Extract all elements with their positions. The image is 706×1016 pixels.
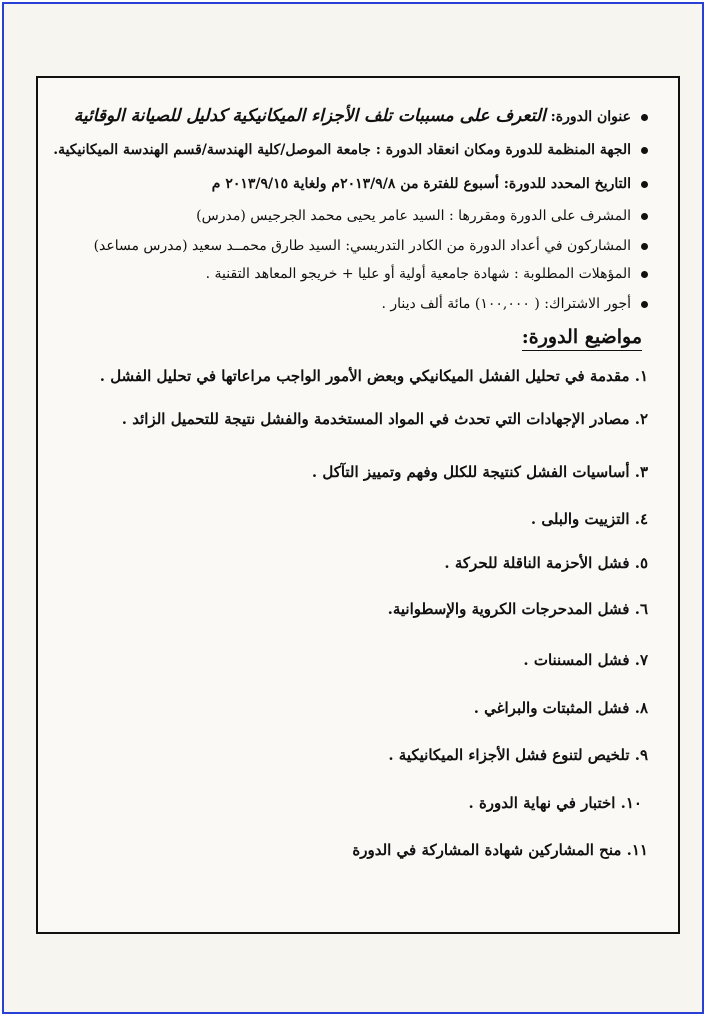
- bullet-icon: [641, 213, 648, 220]
- topic-item: ٨. فشل المثبتات والبراغي .: [473, 699, 648, 717]
- topics-heading: مواضيع الدورة:: [522, 326, 642, 351]
- qualifications-line: [206, 266, 648, 282]
- bullet-icon: [641, 271, 648, 278]
- course-title: التعرف على مسببات تلف الأجزاء الميكانيكية كدليل للصيانة الوقائية: [73, 106, 546, 126]
- topic-item: ١١. منح المشاركين شهادة المشاركة في الدورة: [352, 841, 648, 859]
- topic-item: ٤. التزييت والبلى .: [530, 510, 648, 528]
- bullet-icon: [641, 114, 648, 121]
- date-line: [212, 176, 648, 192]
- participants-line: [94, 238, 648, 254]
- scanned-page: [2, 2, 704, 1014]
- supervisor-line: [196, 208, 648, 224]
- topic-item: ٦. فشل المدحرجات الكروية والإسطوانية.: [387, 600, 648, 618]
- organizer-line: [53, 142, 648, 158]
- bullet-icon: [641, 301, 648, 308]
- info-value: أسبوع للفترة من ٢٠١٣/٩/٨م ولغاية ٢٠١٣/٩/١٥ م: [211, 176, 499, 192]
- info-label: التاريخ المحدد للدورة:: [498, 176, 631, 192]
- info-value: ( ١٠٠,٠٠٠) مائة ألف دينار .: [381, 296, 540, 312]
- info-label: عنوان الدورة:: [545, 109, 631, 125]
- topic-item: ٥. فشل الأحزمة الناقلة للحركة .: [444, 554, 648, 572]
- topic-item: ٢. مصادر الإجهادات التي تحدث في المواد المستخدمة والفشل نتيجة للتحميل الزائد .: [121, 410, 648, 428]
- content-box: [36, 76, 680, 934]
- info-value: السيد طارق محمــد سعيد (مدرس مساعد): [93, 238, 341, 254]
- info-value: جامعة الموصل/كلية الهندسة/قسم الهندسة الميكانيكية.: [53, 142, 371, 158]
- bullet-icon: [641, 147, 648, 154]
- topic-item: ٣. أساسيات الفشل كنتيجة للكلل وفهم وتمييز التآكل .: [311, 463, 648, 481]
- info-label: الجهة المنظمة للدورة ومكان انعقاد الدورة :: [370, 142, 631, 158]
- info-label: المشاركون في أعداد الدورة من الكادر التدريسي:: [340, 238, 631, 254]
- topic-item: ٩. تلخيص لتنوع فشل الأجزاء الميكانيكية .: [388, 746, 648, 764]
- info-value: شهادة جامعية أولية أو عليا + خريجو المعاهد التقنية .: [205, 266, 510, 282]
- course-title-line: [74, 106, 648, 126]
- info-label: أجور الاشتراك:: [539, 296, 631, 312]
- info-label: المشرف على الدورة ومقررها :: [444, 208, 631, 224]
- fees-line: [381, 296, 648, 312]
- bullet-icon: [641, 243, 648, 250]
- topic-item: ١. مقدمة في تحليل الفشل الميكانيكي وبعض الأمور الواجب مراعاتها في تحليل الفشل .: [99, 367, 648, 385]
- bullet-icon: [641, 181, 648, 188]
- info-label: المؤهلات المطلوبة :: [509, 266, 631, 282]
- topic-item: ٧. فشل المسننات .: [523, 651, 648, 669]
- topic-item: ١٠. اختبار في نهاية الدورة .: [468, 794, 642, 812]
- info-value: السيد عامر يحيى محمد الجرجيس (مدرس): [196, 208, 445, 224]
